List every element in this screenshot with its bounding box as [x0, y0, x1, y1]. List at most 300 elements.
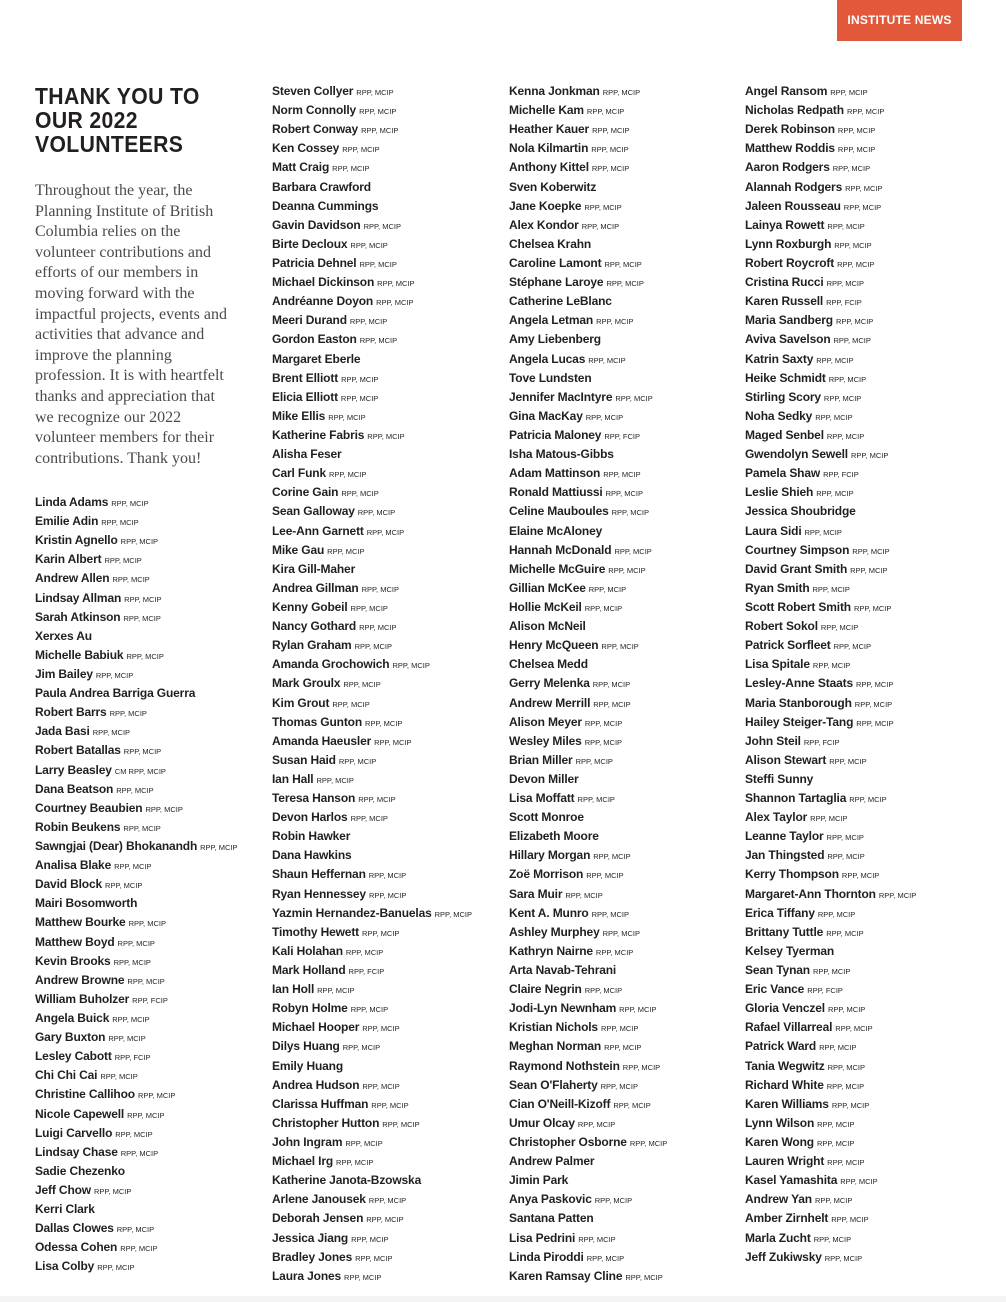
- volunteer-entry: [35, 855, 238, 874]
- volunteer-credentials: RPP, MCIP: [359, 623, 397, 633]
- volunteer-credentials: RPP, MCIP: [342, 145, 380, 155]
- volunteer-name: Kristian Nichols: [509, 1020, 598, 1035]
- volunteer-name: Timothy Hewett: [272, 924, 360, 939]
- volunteer-name: Jan Thingsted: [745, 848, 825, 863]
- volunteer-entry: [272, 998, 472, 1017]
- volunteer-credentials: RPP, FCIP: [604, 431, 641, 441]
- volunteer-entry: [35, 1142, 238, 1161]
- volunteer-name: Anya Paskovic: [509, 1192, 592, 1207]
- volunteer-name: Kira Gill-Maher: [272, 561, 356, 576]
- volunteer-name: Heather Kauer: [509, 122, 590, 137]
- volunteer-credentials: RPP, MCIP: [116, 1225, 155, 1235]
- volunteer-name: Shaun Heffernan: [272, 867, 366, 882]
- volunteer-credentials: RPP, MCIP: [828, 374, 867, 384]
- volunteer-name: Chelsea Krahn: [509, 236, 592, 251]
- volunteer-name: Ian Hall: [272, 771, 314, 786]
- volunteer-entry: [35, 893, 238, 912]
- volunteer-name: Jennifer MacIntyre: [509, 389, 613, 404]
- volunteer-credentials: RPP, MCIP: [602, 88, 641, 97]
- volunteer-credentials: RPP, MCIP: [829, 756, 867, 766]
- volunteer-entry: [745, 884, 916, 903]
- volunteer-name: Shannon Tartaglia: [745, 791, 847, 806]
- volunteer-name: Angela Letman: [509, 313, 594, 328]
- volunteer-entry: [509, 349, 667, 368]
- volunteer-entry: [35, 549, 238, 568]
- volunteer-entry: [272, 329, 472, 348]
- volunteer-credentials: RPP, MCIP: [109, 709, 147, 719]
- volunteer-entry: [35, 664, 238, 683]
- volunteer-credentials: RPP, FCIP: [348, 967, 385, 977]
- volunteer-name: Nola Kilmartin: [509, 141, 589, 156]
- volunteer-entry: [745, 521, 916, 540]
- volunteer-name: Steffi Sunny: [745, 771, 814, 786]
- volunteer-name: Katherine Fabris: [272, 427, 365, 442]
- volunteer-credentials: RPP, MCIP: [112, 575, 150, 585]
- volunteer-credentials: RPP, MCIP: [816, 1139, 855, 1149]
- volunteer-credentials: RPP, MCIP: [100, 1072, 138, 1082]
- volunteer-name: Isha Matous-Gibbs: [509, 447, 614, 462]
- volunteer-entry: [745, 406, 916, 425]
- volunteer-entry: [35, 1008, 238, 1027]
- volunteer-name: Larry Beasley: [35, 762, 112, 777]
- volunteer-credentials: RPP, MCIP: [596, 317, 634, 327]
- volunteer-name: Sadie Chezenko: [35, 1163, 125, 1178]
- volunteer-entry: [745, 693, 916, 712]
- volunteer-entry: [745, 196, 916, 215]
- volunteer-entry: [745, 215, 916, 234]
- volunteer-credentials: RPP, MCIP: [577, 795, 615, 805]
- volunteer-name: Mike Gau: [272, 542, 325, 557]
- volunteer-name: Margaret Eberle: [272, 351, 361, 366]
- volunteer-name: Eric Vance: [745, 982, 805, 997]
- volunteer-credentials: RPP, MCIP: [824, 1253, 863, 1263]
- volunteer-credentials: RPP, MCIP: [332, 699, 370, 709]
- volunteer-name: Zoë Morrison: [509, 867, 584, 882]
- volunteer-credentials: RPP, MCIP: [345, 1139, 383, 1149]
- volunteer-entry: [745, 1228, 916, 1247]
- volunteer-credentials: RPP, MCIP: [831, 1100, 870, 1110]
- volunteer-name: Jimin Park: [509, 1173, 569, 1188]
- volunteer-entry: [745, 387, 916, 406]
- volunteer-entry: [272, 1228, 472, 1247]
- volunteer-entry: [35, 530, 238, 549]
- volunteer-entry: [509, 482, 667, 501]
- volunteer-entry: [745, 349, 916, 368]
- volunteer-name: Matthew Bourke: [35, 915, 126, 930]
- volunteer-entry: [745, 1017, 916, 1036]
- volunteer-name: Elizabeth Moore: [509, 829, 599, 844]
- volunteer-entry: [272, 157, 472, 176]
- volunteer-name: Hollie McKeil: [509, 599, 582, 614]
- volunteer-entry: [35, 1104, 238, 1123]
- volunteer-name: Linda Adams: [35, 495, 109, 509]
- volunteer-name: Amanda Haeusler: [272, 733, 372, 748]
- volunteer-credentials: RPP, MCIP: [827, 1005, 866, 1015]
- volunteer-entry: [509, 1170, 667, 1189]
- volunteer-name: Gwendolyn Sewell: [745, 447, 848, 462]
- volunteer-credentials: RPP, MCIP: [826, 833, 864, 843]
- volunteer-credentials: RPP, MCIP: [120, 537, 159, 547]
- volunteer-name: Jeff Chow: [35, 1182, 91, 1197]
- section-tag: INSTITUTE NEWS: [837, 0, 962, 41]
- volunteer-name: Christopher Hutton: [272, 1115, 380, 1130]
- volunteer-name: Emily Huang: [272, 1058, 344, 1073]
- volunteer-entry: [272, 291, 472, 310]
- volunteer-name: Robyn Holme: [272, 1001, 348, 1016]
- volunteer-column-2: [272, 81, 472, 1285]
- volunteer-entry: [272, 616, 472, 635]
- volunteer-credentials: RPP, MCIP: [608, 565, 646, 575]
- volunteer-entry: [509, 1151, 667, 1170]
- volunteer-name: Brent Elliott: [272, 370, 339, 385]
- volunteer-credentials: RPP, MCIP: [368, 871, 407, 881]
- volunteer-name: Mark Groulx: [272, 676, 341, 691]
- volunteer-name: Sean Galloway: [272, 504, 355, 519]
- volunteer-name: Chi Chi Cai: [35, 1068, 98, 1083]
- volunteer-entry: [35, 1256, 238, 1275]
- volunteer-name: Aviva Savelson: [745, 332, 831, 347]
- volunteer-credentials: RPP, MCIP: [837, 259, 875, 269]
- volunteer-entry: [272, 941, 472, 960]
- volunteer-credentials: RPP, MCIP: [93, 1186, 132, 1196]
- volunteer-name: Scott Monroe: [509, 810, 584, 825]
- volunteer-entry: [745, 1151, 916, 1170]
- volunteer-credentials: RPP, MCIP: [586, 107, 625, 117]
- volunteer-entry: [745, 1247, 916, 1266]
- volunteer-name: Mairi Bosomworth: [35, 896, 138, 911]
- volunteer-name: John Steil: [745, 733, 801, 748]
- volunteer-credentials: RPP, MCIP: [826, 1081, 865, 1091]
- volunteer-entry: [509, 81, 667, 100]
- volunteer-name: Gerry Melenka: [509, 676, 590, 691]
- volunteer-name: Susan Haid: [272, 752, 336, 767]
- volunteer-credentials: RPP, MCIP: [614, 546, 652, 556]
- page-bottom-edge: [0, 1296, 1006, 1302]
- volunteer-credentials: RPP, MCIP: [827, 852, 865, 862]
- volunteer-name: Katrin Saxty: [745, 351, 814, 366]
- volunteer-credentials: RPP, MCIP: [810, 814, 848, 824]
- volunteer-entry: [272, 368, 472, 387]
- volunteer-credentials: RPP, MCIP: [581, 221, 620, 231]
- volunteer-name: Angela Lucas: [509, 351, 586, 366]
- volunteer-entry: [272, 845, 472, 864]
- volunteer-credentials: RPP, MCIP: [355, 1253, 393, 1263]
- volunteer-credentials: RPP, MCIP: [112, 1014, 150, 1024]
- volunteer-name: Courtney Beaubien: [35, 800, 143, 815]
- volunteer-credentials: RPP, MCIP: [328, 412, 366, 422]
- volunteer-credentials: RPP, MCIP: [123, 823, 161, 833]
- volunteer-credentials: RPP, MCIP: [613, 1100, 651, 1110]
- volunteer-entry: [509, 693, 667, 712]
- volunteer-credentials: RPP, MCIP: [368, 1196, 407, 1206]
- volunteer-name: Matt Craig: [272, 160, 330, 175]
- volunteer-credentials: RPP, MCIP: [853, 603, 892, 613]
- volunteer-entry: [272, 597, 472, 616]
- volunteer-name: Alisha Feser: [272, 447, 342, 462]
- volunteer-credentials: RPP, MCIP: [578, 1234, 616, 1244]
- volunteer-credentials: RPP, FCIP: [826, 298, 862, 308]
- volunteer-name: Deanna Cummings: [272, 198, 379, 213]
- volunteer-name: Leslie Shieh: [745, 485, 814, 500]
- volunteer-name: Kathryn Nairne: [509, 943, 593, 958]
- volunteer-entry: [509, 884, 667, 903]
- volunteer-name: Sarah Atkinson: [35, 609, 121, 624]
- volunteer-entry: [745, 1056, 916, 1075]
- volunteer-entry: [35, 817, 238, 836]
- volunteer-name: Andrew Allen: [35, 571, 110, 586]
- volunteer-name: Alex Kondor: [509, 217, 579, 232]
- volunteer-entry: [745, 138, 916, 157]
- volunteer-credentials: RPP, FCIP: [132, 995, 168, 1005]
- volunteer-credentials: RPP, MCIP: [363, 221, 401, 231]
- volunteer-name: Karin Albert: [35, 552, 102, 567]
- volunteer-credentials: RPP, MCIP: [615, 393, 653, 403]
- page-title: THANK YOU TO OUR 2022 VOLUNTEERS: [35, 83, 200, 157]
- volunteer-entry: [272, 673, 472, 692]
- volunteer-credentials: RPP, MCIP: [362, 1024, 400, 1034]
- volunteer-credentials: RPP, MCIP: [356, 88, 394, 97]
- volunteer-credentials: RPP, FCIP: [803, 737, 840, 747]
- volunteer-credentials: RPP, MCIP: [835, 1024, 873, 1034]
- volunteer-name: Kerry Thompson: [745, 867, 839, 882]
- volunteer-entry: [509, 215, 667, 234]
- volunteer-entry: [272, 482, 472, 501]
- volunteer-name: Kent A. Munro: [509, 905, 589, 920]
- volunteer-name: Elicia Elliott: [272, 389, 338, 404]
- volunteer-entry: [272, 100, 472, 119]
- volunteer-entry: [745, 368, 916, 387]
- volunteer-name: Dana Beatson: [35, 781, 114, 796]
- volunteer-name: Kim Grout: [272, 695, 330, 710]
- volunteer-entry: [509, 1094, 667, 1113]
- volunteer-name: Gavin Davidson: [272, 217, 361, 232]
- volunteer-credentials: RPP, MCIP: [817, 909, 856, 919]
- volunteer-credentials: RPP, MCIP: [619, 1005, 657, 1015]
- volunteer-entry: [745, 960, 916, 979]
- volunteer-entry: [745, 1132, 916, 1151]
- volunteer-entry: [272, 826, 472, 845]
- volunteer-name: Bradley Jones: [272, 1249, 353, 1264]
- volunteer-name: Lee-Ann Garnett: [272, 523, 364, 538]
- volunteer-entry: [35, 511, 238, 530]
- volunteer-name: Wesley Miles: [509, 733, 582, 748]
- volunteer-name: John Ingram: [272, 1135, 343, 1150]
- volunteer-name: Tania Wegwitz: [745, 1058, 825, 1073]
- volunteer-name: Elaine McAloney: [509, 523, 603, 538]
- volunteer-entry: [272, 196, 472, 215]
- volunteer-entry: [745, 272, 916, 291]
- volunteer-credentials: RPP, MCIP: [366, 1215, 404, 1225]
- volunteer-name: Kevin Brooks: [35, 953, 111, 968]
- volunteer-entry: [509, 406, 667, 425]
- volunteer-entry: [272, 1132, 472, 1151]
- volunteer-credentials: RPP, MCIP: [625, 1272, 663, 1282]
- volunteer-name: Pamela Shaw: [745, 466, 821, 481]
- volunteer-name: Patricia Maloney: [509, 427, 602, 442]
- volunteer-entry: [745, 941, 916, 960]
- volunteer-name: Gordon Easton: [272, 332, 357, 347]
- volunteer-entry: [745, 864, 916, 883]
- volunteer-credentials: RPP, MCIP: [849, 795, 887, 805]
- volunteer-credentials: RPP, MCIP: [856, 718, 894, 728]
- volunteer-entry: [745, 425, 916, 444]
- volunteer-credentials: RPP, MCIP: [591, 909, 629, 919]
- volunteer-credentials: RPP, MCIP: [120, 1244, 158, 1254]
- volunteer-name: Alison McNeil: [509, 619, 586, 634]
- volunteer-credentials: RPP, MCIP: [852, 546, 890, 556]
- volunteer-entry: [272, 807, 472, 826]
- volunteer-entry: [272, 387, 472, 406]
- volunteer-credentials: RPP, MCIP: [357, 508, 396, 518]
- volunteer-credentials: RPP, MCIP: [601, 642, 639, 652]
- volunteer-entry: [35, 607, 238, 626]
- volunteer-entry: [745, 922, 916, 941]
- volunteer-credentials: RPP, MCIP: [591, 164, 630, 174]
- volunteer-entry: [509, 291, 667, 310]
- volunteer-entry: [745, 463, 916, 482]
- volunteer-name: Ronald Mattiussi: [509, 485, 603, 500]
- volunteer-entry: [35, 1218, 238, 1237]
- intro-paragraph: Throughout the year, the Planning Institute of British Columbia relies on the volunteer contributions and efforts of our members in moving forward with the impactful projects, events and activities that advance and improve the planning profession. It is with heartfelt thanks and appreciation that we recognize our 2022 volunteer members for their contributions. Thank you!: [35, 182, 227, 467]
- volunteer-credentials: RPP, MCIP: [833, 336, 871, 346]
- volunteer-entry: [272, 215, 472, 234]
- volunteer-entry: [272, 138, 472, 157]
- volunteer-entry: [35, 912, 238, 931]
- volunteer-credentials: RPP, MCIP: [593, 699, 631, 709]
- volunteer-entry: [745, 1036, 916, 1055]
- volunteer-credentials: RPP, MCIP: [332, 164, 370, 174]
- volunteer-name: Kelsey Tyerman: [745, 943, 835, 958]
- volunteer-entry: [745, 291, 916, 310]
- volunteer-name: Amanda Grochowich: [272, 657, 390, 672]
- volunteer-credentials: RPP, MCIP: [341, 489, 379, 499]
- volunteer-name: Stirling Scory: [745, 389, 821, 404]
- volunteer-entry: [745, 100, 916, 119]
- volunteer-entry: [509, 1132, 667, 1151]
- volunteer-name: Lisa Colby: [35, 1259, 95, 1274]
- volunteer-entry: [509, 387, 667, 406]
- volunteer-credentials: RPP, MCIP: [341, 374, 379, 384]
- volunteer-name: Courtney Simpson: [745, 542, 850, 557]
- volunteer-entry: [745, 1094, 916, 1113]
- volunteer-name: Richard White: [745, 1077, 824, 1092]
- volunteer-entry: [272, 693, 472, 712]
- volunteer-entry: [35, 740, 238, 759]
- volunteer-credentials: RPP, MCIP: [834, 240, 872, 250]
- volunteer-credentials: RPP, MCIP: [350, 814, 388, 824]
- volunteer-name: Scott Robert Smith: [745, 599, 851, 614]
- volunteer-name: Jessica Jiang: [272, 1230, 349, 1245]
- volunteer-entry: [745, 1170, 916, 1189]
- volunteer-credentials: RPP, MCIP: [600, 1024, 639, 1034]
- volunteer-entry: [272, 864, 472, 883]
- volunteer-name: Jada Basi: [35, 724, 90, 739]
- volunteer-entry: [35, 779, 238, 798]
- volunteer-name: Brittany Tuttle: [745, 924, 824, 939]
- volunteer-name: Jim Bailey: [35, 666, 93, 681]
- volunteer-name: Analisa Blake: [35, 858, 112, 873]
- volunteer-name: Nancy Gothard: [272, 619, 357, 634]
- volunteer-name: Teresa Hanson: [272, 791, 356, 806]
- volunteer-entry: [272, 1113, 472, 1132]
- volunteer-credentials: RPP, MCIP: [342, 1043, 381, 1053]
- volunteer-entry: [509, 845, 667, 864]
- volunteer-entry: [35, 1065, 238, 1084]
- volunteer-entry: [272, 1266, 472, 1285]
- volunteer-entry: [509, 616, 667, 635]
- volunteer-name: Henry McQueen: [509, 638, 599, 653]
- volunteer-entry: [745, 845, 916, 864]
- volunteer-credentials: RPP, MCIP: [317, 986, 355, 996]
- volunteer-credentials: RPP, MCIP: [819, 1043, 857, 1053]
- volunteer-credentials: RPP, MCIP: [343, 680, 381, 690]
- volunteer-name: Laura Jones: [272, 1268, 342, 1283]
- volunteer-name: Birte Decloux: [272, 236, 348, 251]
- volunteer-credentials: RPP, MCIP: [843, 202, 882, 212]
- volunteer-entry: [272, 922, 472, 941]
- volunteer-credentials: RPP, MCIP: [354, 642, 392, 652]
- volunteer-credentials: RPP, MCIP: [382, 1119, 420, 1129]
- volunteer-name: Hillary Morgan: [509, 848, 591, 863]
- volunteer-name: Xerxes Au: [35, 628, 92, 643]
- volunteer-credentials: RPP, MCIP: [128, 919, 166, 929]
- volunteer-entry: [745, 788, 916, 807]
- volunteer-entry: [272, 310, 472, 329]
- volunteer-entry: [272, 1075, 472, 1094]
- volunteer-name: Michael Irg: [272, 1154, 334, 1169]
- volunteer-credentials: RPP, MCIP: [577, 1119, 616, 1129]
- volunteer-credentials: RPP, MCIP: [329, 470, 367, 480]
- volunteer-entry: [35, 1199, 238, 1218]
- volunteer-name: Alison Stewart: [745, 752, 827, 767]
- volunteer-credentials: RPP, MCIP: [611, 508, 649, 518]
- volunteer-credentials: RPP, MCIP: [585, 412, 624, 422]
- volunteer-name: Claire Negrin: [509, 982, 582, 997]
- volunteer-name: Dallas Clowes: [35, 1221, 114, 1236]
- volunteer-entry: [509, 1075, 667, 1094]
- volunteer-entry: [272, 788, 472, 807]
- volunteer-name: Santana Patten: [509, 1211, 594, 1226]
- volunteer-credentials: RPP, MCIP: [584, 202, 622, 212]
- volunteer-column-4: [745, 81, 916, 1266]
- volunteer-credentials: RPP, MCIP: [878, 890, 917, 900]
- volunteer-credentials: RPP, MCIP: [105, 881, 143, 891]
- volunteer-entry: [745, 1113, 916, 1132]
- volunteer-entry: [272, 253, 472, 272]
- volunteer-credentials: RPP, MCIP: [854, 699, 893, 709]
- volunteer-credentials: RPP, MCIP: [594, 1196, 633, 1206]
- volunteer-name: Corine Gain: [272, 485, 339, 500]
- volunteer-entry: [509, 998, 667, 1017]
- volunteer-entry: [745, 559, 916, 578]
- volunteer-name: Steven Collyer: [272, 84, 354, 98]
- volunteer-credentials: RPP, MCIP: [124, 594, 162, 604]
- volunteer-name: Jessica Shoubridge: [745, 504, 856, 519]
- volunteer-name: Kerri Clark: [35, 1202, 95, 1217]
- volunteer-name: Raymond Nothstein: [509, 1058, 620, 1073]
- volunteer-entry: [272, 349, 472, 368]
- volunteer-name: Gary Buxton: [35, 1030, 106, 1045]
- volunteer-name: Ryan Smith: [745, 580, 810, 595]
- volunteer-name: Amber Zirnhelt: [745, 1211, 829, 1226]
- volunteer-entry: [272, 654, 472, 673]
- volunteer-credentials: RPP, MCIP: [815, 412, 853, 422]
- volunteer-entry: [509, 463, 667, 482]
- volunteer-entry: [35, 798, 238, 817]
- volunteer-name: Michelle Kam: [509, 103, 584, 118]
- volunteer-entry: [272, 1017, 472, 1036]
- volunteer-name: Michelle Babiuk: [35, 647, 124, 662]
